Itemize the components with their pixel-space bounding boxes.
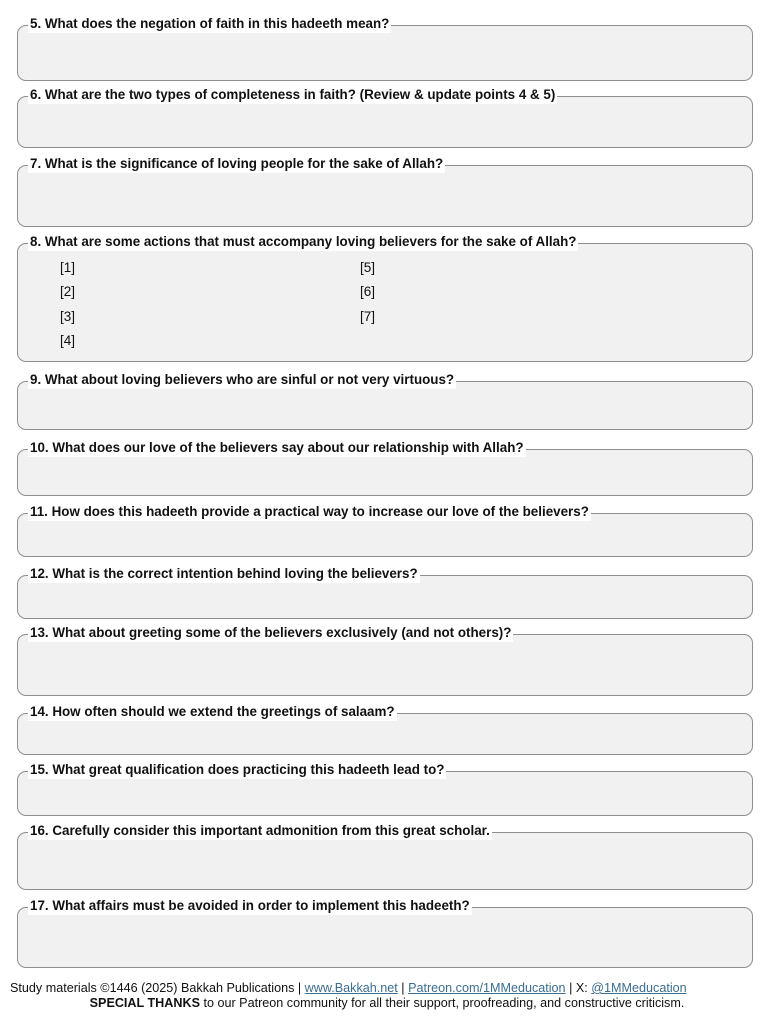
x-handle-link[interactable]: @1MMeducation [591,981,687,995]
footer-thanks [0,996,774,1010]
question-12-title: 12. What is the correct intention behind loving the believers? [30,566,418,581]
question-box-11[interactable] [17,504,753,557]
question-box-16[interactable] [17,823,753,890]
footer-separator-2: | X: [565,981,592,995]
question-box-12[interactable] [17,566,753,619]
question-box-5[interactable] [17,16,753,81]
footer-credits [10,981,770,995]
answer-slot-5: [5] [360,260,376,275]
question-9-title: 9. What about loving believers who are sinful or not very virtuous? [30,372,455,387]
footer-copyright: Study materials ©1446 (2025) Bakkah Publications | [10,981,305,995]
answer-slot-1: [1] [60,260,76,275]
answer-slot-7: [7] [360,309,376,324]
answer-slot-4: [4] [60,333,76,348]
patreon-link[interactable]: Patreon.com/1MMeducation [408,981,566,995]
bakkah-link[interactable]: www.Bakkah.net [304,981,398,995]
answer-slot-6: [6] [360,284,376,299]
question-17-title: 17. What affairs must be avoided in order to implement this hadeeth? [30,898,470,913]
question-11-title: 11. How does this hadeeth provide a practical way to increase our love of the believers? [30,504,589,519]
thanks-text: to our Patreon community for all their support, proofreading, and constructive criticism. [199,996,685,1010]
question-box-7[interactable] [17,156,753,227]
question-box-8[interactable] [17,234,753,362]
question-10-title: 10. What does our love of the believers say about our relationship with Allah? [30,440,524,455]
question-13-title: 13. What about greeting some of the believers exclusively (and not others)? [30,625,512,640]
question-14-title: 14. How often should we extend the greetings of salaam? [30,704,395,719]
footer-separator-1: | [397,981,409,995]
question-box-14[interactable] [17,704,753,755]
question-box-6[interactable] [17,87,753,148]
question-box-9[interactable] [17,372,753,430]
question-box-10[interactable] [17,440,753,496]
answer-slot-2: [2] [60,284,76,299]
question-box-13[interactable] [17,625,753,696]
question-16-title: 16. Carefully consider this important admonition from this great scholar. [30,823,490,838]
special-thanks-label: SPECIAL THANKS [89,996,200,1010]
answer-slot-3: [3] [60,309,76,324]
question-15-title: 15. What great qualification does practicing this hadeeth lead to? [30,762,445,777]
question-box-15[interactable] [17,762,753,816]
question-5-title: 5. What does the negation of faith in this hadeeth mean? [30,16,390,31]
question-8-title: 8. What are some actions that must accompany loving believers for the sake of Allah? [30,234,577,249]
question-6-title: 6. What are the two types of completeness in faith? (Review & update points 4 & 5) [30,87,556,102]
question-box-17[interactable] [17,898,753,968]
question-7-title: 7. What is the significance of loving people for the sake of Allah? [30,156,444,171]
